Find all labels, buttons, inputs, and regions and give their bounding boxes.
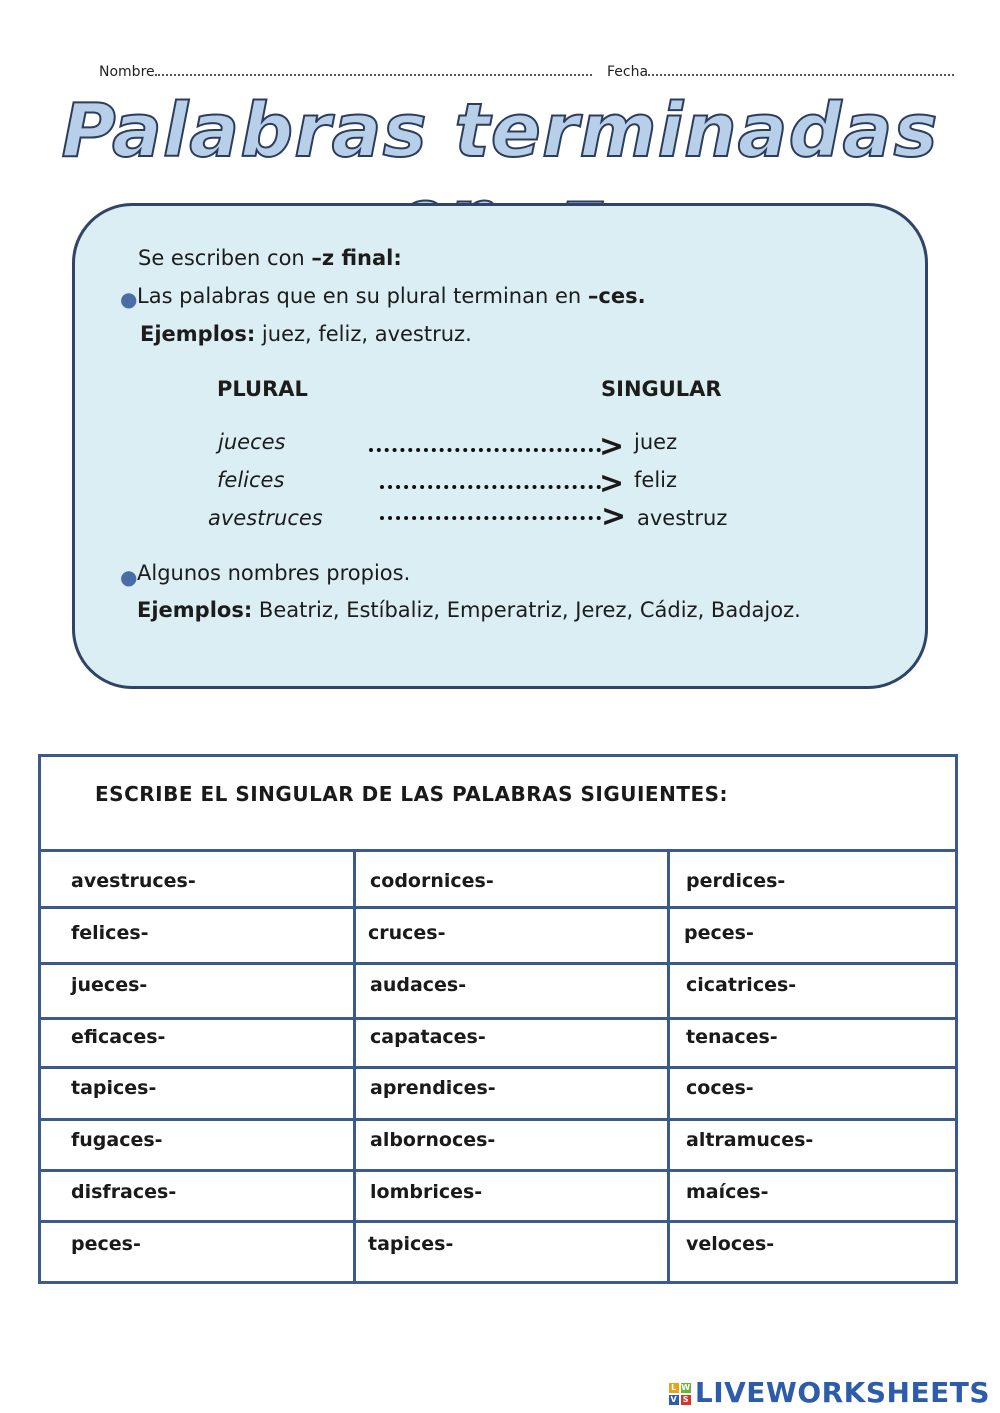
table-divider [38,1220,958,1223]
examples-label: Ejemplos: [137,598,253,622]
arrow-right-icon: > [601,499,627,534]
exercise-word: veloces- [686,1233,775,1255]
rule-point-1-text: Las palabras que en su plural terminan en [137,284,588,308]
exercise-word: maíces- [686,1181,769,1203]
exercise-word: jueces- [71,974,148,996]
arrow-right-icon: > [599,466,625,501]
rule-intro [138,246,402,270]
exercise-word: codornices- [370,870,494,892]
rule-point-2: Algunos nombres propios. [137,561,411,585]
examples-2-text: Beatriz, Estíbaliz, Emperatriz, Jerez, Cádiz, Badajoz. [258,598,801,622]
exercise-word: coces- [686,1077,754,1099]
rule-intro-text: Se escriben con [138,246,312,270]
exercise-word: felices- [71,922,149,944]
exercise-word: cruces- [368,922,446,944]
logo-mark-letter: L [669,1383,679,1393]
liveworksheets-logo [669,1376,990,1409]
logo-mark-letter: V [670,1395,678,1404]
singular-word: avestruz [637,506,728,530]
exercise-word: perdices- [686,870,786,892]
exercise-word: albornoces- [370,1129,496,1151]
exercise-word: cicatrices- [686,974,797,996]
table-divider [38,1066,958,1069]
plural-word: jueces [218,430,286,454]
dotted-leader [380,485,601,489]
date-blank[interactable] [648,62,954,76]
examples-1 [140,322,472,346]
dotted-leader [380,516,601,520]
date-label: Fecha [607,64,649,80]
examples-label: Ejemplos: [140,322,256,346]
exercise-word: eficaces- [71,1026,166,1048]
table-divider [667,849,670,1284]
table-divider [38,849,958,852]
plural-word: avestruces [208,506,323,530]
exercise-title: ESCRIBE EL SINGULAR DE LAS PALABRAS SIGUIENTES: [95,782,729,806]
page-title: Palabras terminadas [61,88,939,174]
bullet-icon: ● [120,565,138,589]
bullet-icon: ● [120,287,138,311]
name-field [99,62,592,80]
plural-word: felices [217,468,285,492]
name-label: Nombre [99,64,155,80]
table-divider [38,962,958,965]
exercise-word: audaces- [370,974,467,996]
exercise-word: peces- [71,1233,141,1255]
logo-text: LIVEWORKSHEETS [694,1376,990,1409]
exercise-word: avestruces- [71,870,196,892]
exercise-word: aprendices- [370,1077,496,1099]
table-divider [38,906,958,909]
table-divider [38,1017,958,1020]
exercise-word: tapices- [71,1077,157,1099]
table-divider [38,1118,958,1121]
table-divider [38,1169,958,1172]
dotted-leader [369,448,601,452]
singular-word: feliz [634,468,678,492]
logo-mark-letter: S [682,1395,689,1404]
exercise-word: fugaces- [71,1129,163,1151]
rule-intro-bold: –z final: [311,246,402,270]
exercise-word: peces- [684,922,754,944]
date-field [607,62,954,80]
logo-mark-letter: W [681,1383,691,1392]
exercise-word: disfraces- [71,1181,177,1203]
exercise-word: capataces- [370,1026,486,1048]
rule-point-1-bold: –ces. [587,284,646,308]
exercise-word: tenaces- [686,1026,778,1048]
exercise-word: lombrices- [370,1181,483,1203]
col-singular-heading: SINGULAR [601,377,722,401]
exercise-word: altramuces- [686,1129,814,1151]
liveworksheets-logo-icon [669,1383,691,1405]
examples-1-text: juez, feliz, avestruz. [261,322,472,346]
singular-word: juez [634,430,678,454]
arrow-right-icon: > [599,429,625,464]
examples-2 [137,598,801,622]
exercise-word: tapices- [368,1233,454,1255]
table-divider [353,849,356,1284]
rule-point-1 [137,284,646,308]
col-plural-heading: PLURAL [217,377,308,401]
name-blank[interactable] [155,62,592,76]
